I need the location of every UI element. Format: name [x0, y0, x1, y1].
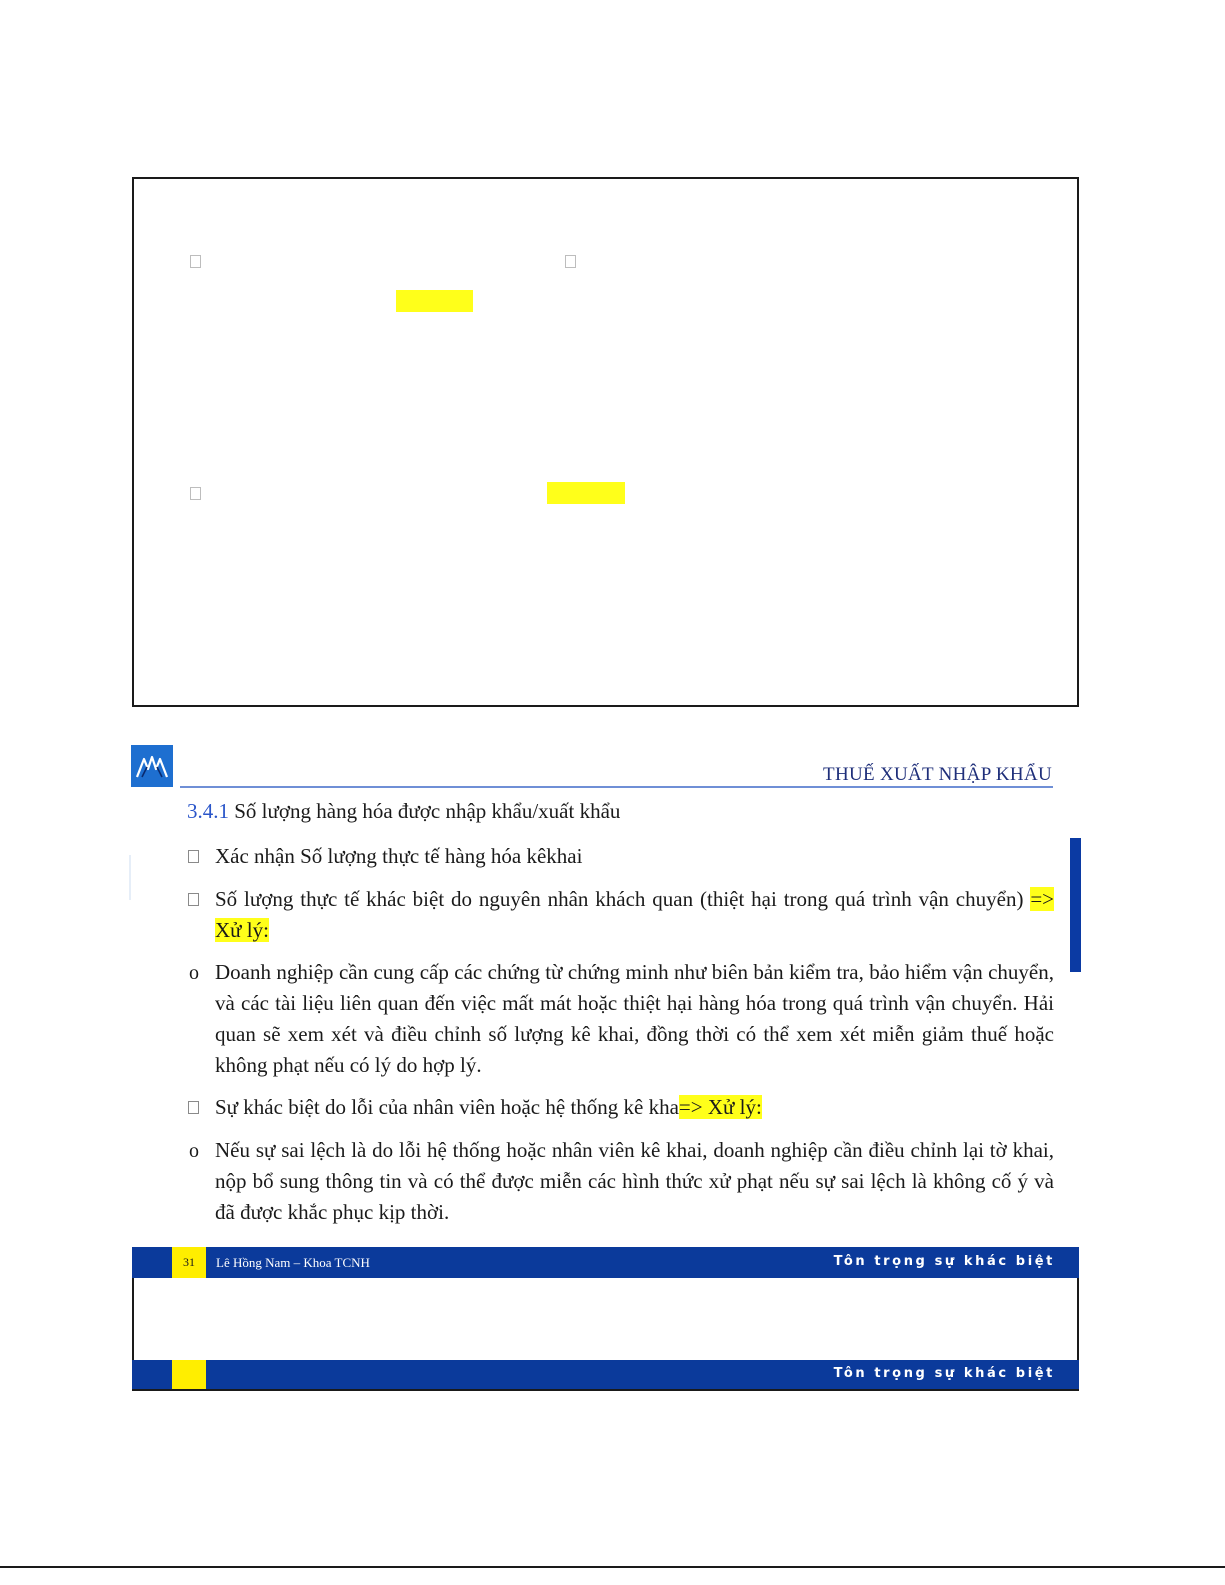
footer-slogan: Tôn trọng sự khác biệt: [833, 1254, 1055, 1269]
page-bottom-rule: [0, 1566, 1225, 1568]
bullet-text-main: Số lượng thực tế khác biệt do nguyên nhân khách quan (thiệt hại trong quá trình vận chuyển): [215, 887, 1024, 911]
sub-bullet-item: [188, 1135, 1054, 1228]
section-heading: [187, 799, 620, 824]
square-bullet-icon: [188, 893, 199, 906]
circle-bullet-icon: o: [189, 1140, 199, 1162]
square-bullet-icon: [188, 1101, 199, 1114]
sub-bullet-text: Nếu sự sai lệch là do lỗi hệ thống hoặc nhân viên kê khai, doanh nghiệp cần điều chỉnh lại tờ khai, nộp bổ sung thông tin và có thể được miễn các hình thức xử phạt nếu sự sai lệch là không cố ý và đã được khắc phục kịp thời.: [215, 1138, 1054, 1224]
bullet-text: Xác nhận Số lượng thực tế hàng hóa kêkhai: [215, 844, 583, 868]
circle-bullet-icon: o: [189, 962, 199, 984]
square-bullet-icon: [188, 850, 199, 863]
bullet-item: [188, 884, 1054, 946]
sub-bullet-text: Doanh nghiệp cần cung cấp các chứng từ chứng minh như biên bản kiểm tra, bảo hiểm vận chuyển, và các tài liệu liên quan đến việc mất mát hoặc thiệt hại hàng hóa trong quá trình vận chuyển. Hải quan sẽ xem xét và điều chỉnh số lượng kê khai, đồng thời có thể xem xét miễn giảm thuế hoặc không phạt nếu có lý do hợp lý.: [215, 960, 1054, 1077]
page-number-box: [172, 1360, 206, 1389]
checkbox-placeholder-icon: [190, 487, 201, 500]
blank-slide-frame: [132, 1278, 1079, 1360]
highlight-block: [396, 290, 473, 312]
university-logo-icon: [131, 745, 173, 787]
bullet-item: [188, 1092, 1054, 1123]
highlighted-action: => Xử lý:: [678, 1095, 762, 1119]
footer-author: Lê Hồng Nam – Khoa TCNH: [216, 1255, 370, 1270]
side-accent-bar: [1070, 838, 1081, 972]
footer-slogan: Tôn trọng sự khác biệt: [833, 1366, 1055, 1381]
header-title: THUẾ XUẤT NHẬP KHẨU: [823, 764, 1052, 785]
footer-bar: [132, 1247, 1079, 1278]
header-divider: [180, 786, 1053, 788]
section-title: Số lượng hàng hóa được nhập khẩu/xuất khẩu: [234, 799, 621, 823]
left-accent-line: [129, 855, 131, 900]
blank-slide-frame: [132, 177, 1079, 707]
bullet-text: [215, 884, 1054, 946]
highlight-block: [547, 482, 625, 504]
highlighted-action: => Xử lý:: [215, 887, 1055, 942]
page-number: 31: [172, 1247, 206, 1278]
frame-bottom-edge: [132, 1389, 1079, 1391]
bullet-text-main: Sự khác biệt do lỗi của nhân viên hoặc hệ thống kê kha: [215, 1095, 679, 1119]
checkbox-placeholder-icon: [565, 255, 576, 268]
bullet-text: [215, 1092, 1054, 1123]
footer-bar: [132, 1360, 1079, 1389]
checkbox-placeholder-icon: [190, 255, 201, 268]
bullet-item: [188, 841, 1054, 872]
section-number: 3.4.1: [187, 799, 229, 823]
sub-bullet-item: [188, 957, 1054, 1081]
